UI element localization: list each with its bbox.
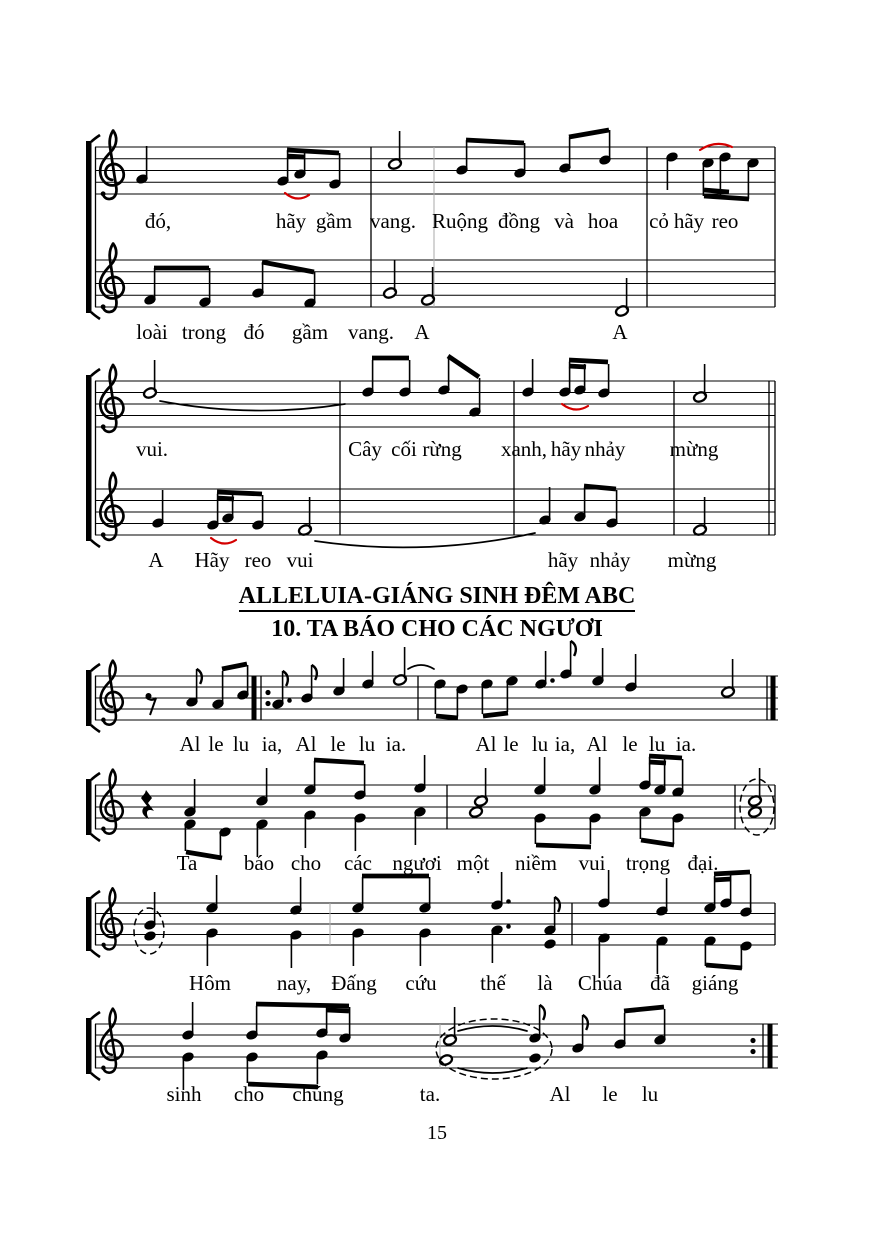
lyric-syllable: cứu — [405, 971, 437, 995]
lyric-syllable: lu — [531, 732, 549, 756]
lyric-syllable: và — [554, 209, 574, 233]
lyric-syllable: niềm — [515, 851, 557, 875]
lyric-syllable: hãy — [550, 437, 582, 461]
lyric-syllable: Cây — [348, 437, 382, 461]
lyric-syllable: lu — [641, 1082, 659, 1106]
lyric-syllable: hoa — [587, 209, 619, 233]
lyric-syllable: Al — [179, 732, 201, 756]
lyric-syllable: lu — [358, 732, 376, 756]
lyric-syllable: Hãy — [194, 548, 230, 572]
lyric-syllable: Chúa — [577, 971, 623, 995]
lyric-syllable: Ta — [176, 851, 198, 875]
lyric-syllable: A — [148, 548, 164, 572]
lyric-syllable: reo — [244, 548, 272, 572]
lyric-syllable: trong — [181, 320, 227, 344]
lyrics-line-6 — [0, 851, 874, 881]
lyric-syllable: Ruộng — [431, 209, 489, 233]
lyric-syllable: là — [537, 971, 553, 995]
lyric-syllable: le — [622, 732, 638, 756]
lyric-syllable: Hôm — [189, 971, 231, 995]
section-title — [0, 583, 874, 609]
lyric-syllable: hãy — [275, 209, 307, 233]
lyric-syllable: gầm — [315, 209, 353, 233]
lyric-syllable: le — [602, 1082, 618, 1106]
lyric-syllable: mừng — [669, 437, 719, 461]
lyric-syllable: trọng — [625, 851, 671, 875]
lyric-syllable: một — [456, 851, 490, 875]
lyrics-line-8 — [0, 1082, 874, 1112]
lyric-syllable: cho — [233, 1082, 265, 1106]
lyric-syllable: lu — [232, 732, 250, 756]
lyric-syllable: loài — [136, 320, 168, 344]
lyric-syllable: thế — [480, 971, 506, 995]
lyric-syllable: A — [612, 320, 628, 344]
lyric-syllable: ta. — [419, 1082, 441, 1106]
lyric-syllable: vui. — [135, 437, 169, 461]
lyric-syllable: cho — [290, 851, 322, 875]
lyric-syllable: hãy — [673, 209, 705, 233]
lyric-syllable: rừng — [422, 437, 462, 461]
lyrics-line-2 — [0, 320, 874, 350]
lyric-syllable: chúng — [292, 1082, 344, 1106]
lyric-syllable: Al — [295, 732, 317, 756]
lyric-syllable: reo — [711, 209, 739, 233]
lyric-syllable: nhảy — [589, 548, 631, 572]
lyric-syllable: A — [414, 320, 430, 344]
lyric-syllable: hãy — [547, 548, 579, 572]
lyric-syllable: ia. — [675, 732, 697, 756]
lyric-syllable: đại. — [687, 851, 719, 875]
lyric-syllable: đó, — [144, 209, 172, 233]
lyrics-line-4 — [0, 548, 874, 578]
lyric-syllable: Al — [586, 732, 608, 756]
lyrics-line-3 — [0, 437, 874, 467]
lyric-syllable: Đấng — [331, 971, 377, 995]
lyric-syllable: giáng — [691, 971, 739, 995]
lyric-syllable: ia, — [261, 732, 283, 756]
lyric-syllable: nay, — [276, 971, 312, 995]
lyric-syllable: nhảy — [584, 437, 626, 461]
lyrics-line-7 — [0, 971, 874, 1001]
lyric-syllable: các — [344, 851, 372, 875]
lyric-syllable: gầm — [291, 320, 329, 344]
lyric-syllable: vui — [286, 548, 314, 572]
lyrics-line-5 — [0, 732, 874, 762]
lyric-syllable: vang. — [369, 209, 417, 233]
section-title-text: ALLELUIA-GIÁNG SINH ĐÊM ABC — [239, 583, 636, 612]
lyric-syllable: vui — [578, 851, 606, 875]
lyric-syllable: cỏ — [649, 209, 669, 233]
lyrics-line-1 — [0, 209, 874, 239]
lyric-syllable: ngươi — [392, 851, 442, 875]
lyric-syllable: đã — [650, 971, 670, 995]
lyric-syllable: ia, — [554, 732, 576, 756]
page-number: 15 — [427, 1122, 447, 1144]
lyric-syllable: Al — [549, 1082, 571, 1106]
lyric-syllable: lu — [648, 732, 666, 756]
song-title-text: 10. TA BÁO CHO CÁC NGƯƠI — [271, 616, 603, 642]
lyric-syllable: đó — [243, 320, 265, 344]
lyric-syllable: cối — [391, 437, 417, 461]
song-title — [0, 616, 874, 642]
lyric-syllable: sinh — [166, 1082, 202, 1106]
lyric-syllable: xanh, — [500, 437, 548, 461]
lyric-syllable: le — [330, 732, 346, 756]
lyric-syllable: Al — [475, 732, 497, 756]
lyric-syllable: vang. — [347, 320, 395, 344]
lyric-syllable: le — [208, 732, 224, 756]
lyric-syllable: le — [503, 732, 519, 756]
lyric-syllable: ia. — [385, 732, 407, 756]
lyric-syllable: báo — [243, 851, 275, 875]
lyric-syllable: mừng — [667, 548, 717, 572]
lyric-syllable: đồng — [498, 209, 540, 233]
